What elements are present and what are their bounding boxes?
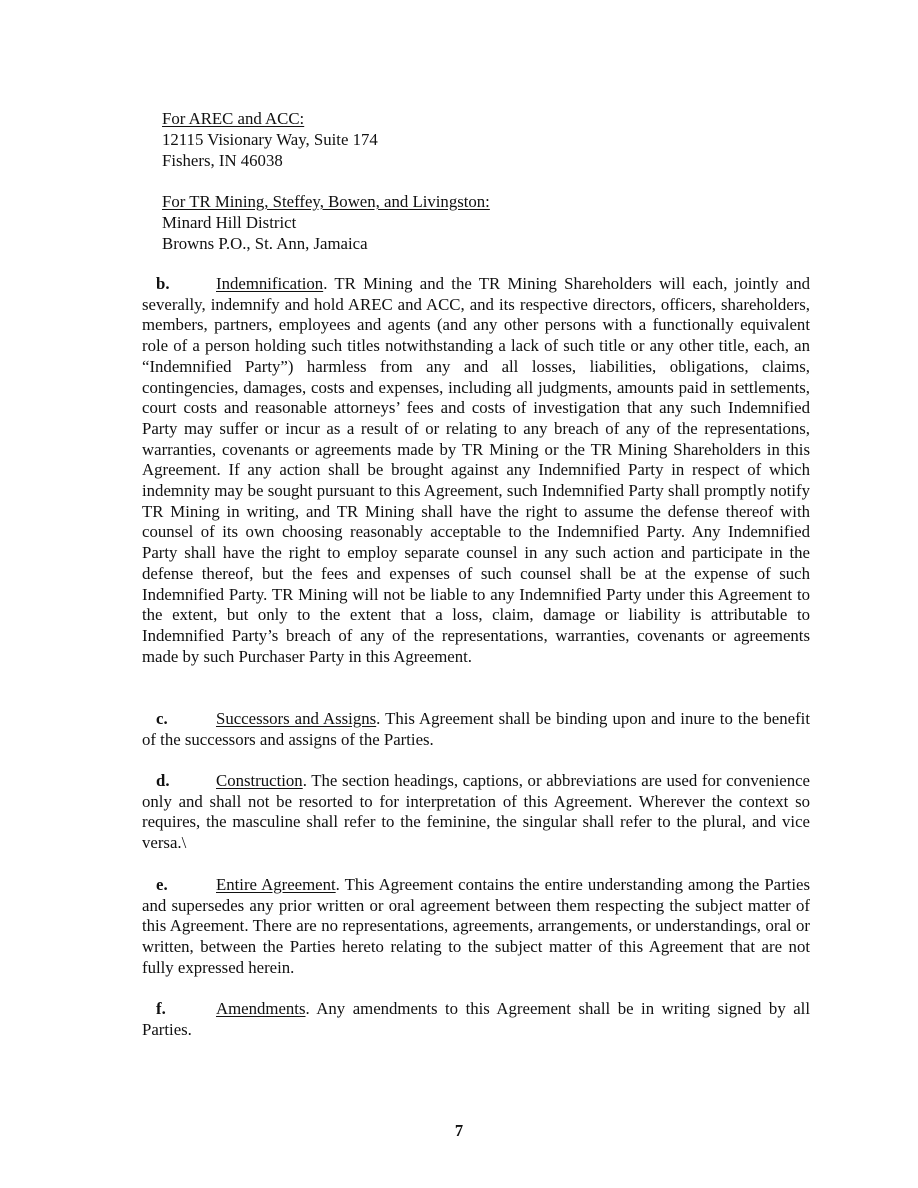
section-amendments xyxy=(142,999,810,1040)
address-line: 12115 Visionary Way, Suite 174 xyxy=(162,130,378,149)
section-body: . This Agreement shall be binding upon and inure to the benefit of the successors and assigns of the Parties. xyxy=(142,709,810,749)
section-letter: d. xyxy=(156,771,170,790)
section-entire-agreement xyxy=(142,875,810,979)
address-heading: For AREC and ACC: xyxy=(162,109,305,128)
section-letter: c. xyxy=(156,709,168,728)
section-body: . The section headings, captions, or abbreviations are used for convenience only and shall not be resorted to for interpretation of this Agreement. Wherever the context so requires, the masculine shall refer to the feminine, the singular shall refer to the plural, and vice versa.\ xyxy=(142,771,810,853)
section-title: Successors and Assigns xyxy=(216,709,377,728)
section-title: Indemnification xyxy=(216,274,324,293)
section-letter: b. xyxy=(156,274,170,293)
section-title: Entire Agreement xyxy=(216,875,336,894)
section-letter: f. xyxy=(156,999,166,1018)
section-body: . TR Mining and the TR Mining Shareholders will each, jointly and severally, indemnify and hold AREC and ACC, and its respective directors, officers, shareholders, members, partners, employees and agents (and any other persons with a functionally equivalent role of a person holding such titles notwithstanding a lack of such title or any other title, each, an “Indemnified Party”) harmless from any and all losses, liabilities, obligations, claims, contingencies, damages, costs and expenses, including all judgments, amounts paid in settlements, court costs and reasonable attorneys’ fees and costs of investigation that any such Indemnified Party may suffer or incur as a result of or relating to any breach of any of the representations, warranties, covenants or agreements made by TR Mining or the TR Mining Shareholders in this Agreement. If any action shall be brought against any Indemnified Party in respect of which indemnity may be sought pursuant to this Agreement, such Indemnified Party shall promptly notify TR Mining in writing, and TR Mining shall have the right to assume the defense thereof with counsel of its own choosing reasonably acceptable to the Indemnified Party. Any Indemnified Party shall have the right to employ separate counsel in any such action and participate in the defense thereof, but the fees and expenses of such counsel shall be at the expense of such Indemnified Party. TR Mining will not be liable to any Indemnified Party under this Agreement to the extent, but only to the extent that a loss, claim, damage or liability is attributable to Indemnified Party’s breach of any of the representations, warranties, covenants or agreements made by such Purchaser Party in this Agreement. xyxy=(142,274,810,666)
address-tr-mining xyxy=(162,191,490,254)
address-line: Minard Hill District xyxy=(162,213,297,232)
section-body: . Any amendments to this Agreement shall be in writing signed by all Parties. xyxy=(142,999,810,1039)
section-body: . This Agreement contains the entire understanding among the Parties and supersedes any prior written or oral agreement between them respecting the subject matter of this Agreement. There are no representations, agreements, arrangements, or understandings, oral or written, between the Parties hereto relating to the subject matter of this Agreement that are not fully expressed herein. xyxy=(142,875,810,977)
section-title: Construction xyxy=(216,771,303,790)
page-number: 7 xyxy=(454,1121,464,1140)
section-letter: e. xyxy=(156,875,168,894)
section-successors-and-assigns xyxy=(142,709,810,750)
section-title: Amendments xyxy=(216,999,306,1018)
section-indemnification xyxy=(142,274,810,667)
address-heading: For TR Mining, Steffey, Bowen, and Livingston: xyxy=(162,192,490,211)
address-arec-acc xyxy=(162,108,378,171)
section-construction xyxy=(142,771,810,854)
address-line: Browns P.O., St. Ann, Jamaica xyxy=(162,234,368,253)
address-line: Fishers, IN 46038 xyxy=(162,151,283,170)
